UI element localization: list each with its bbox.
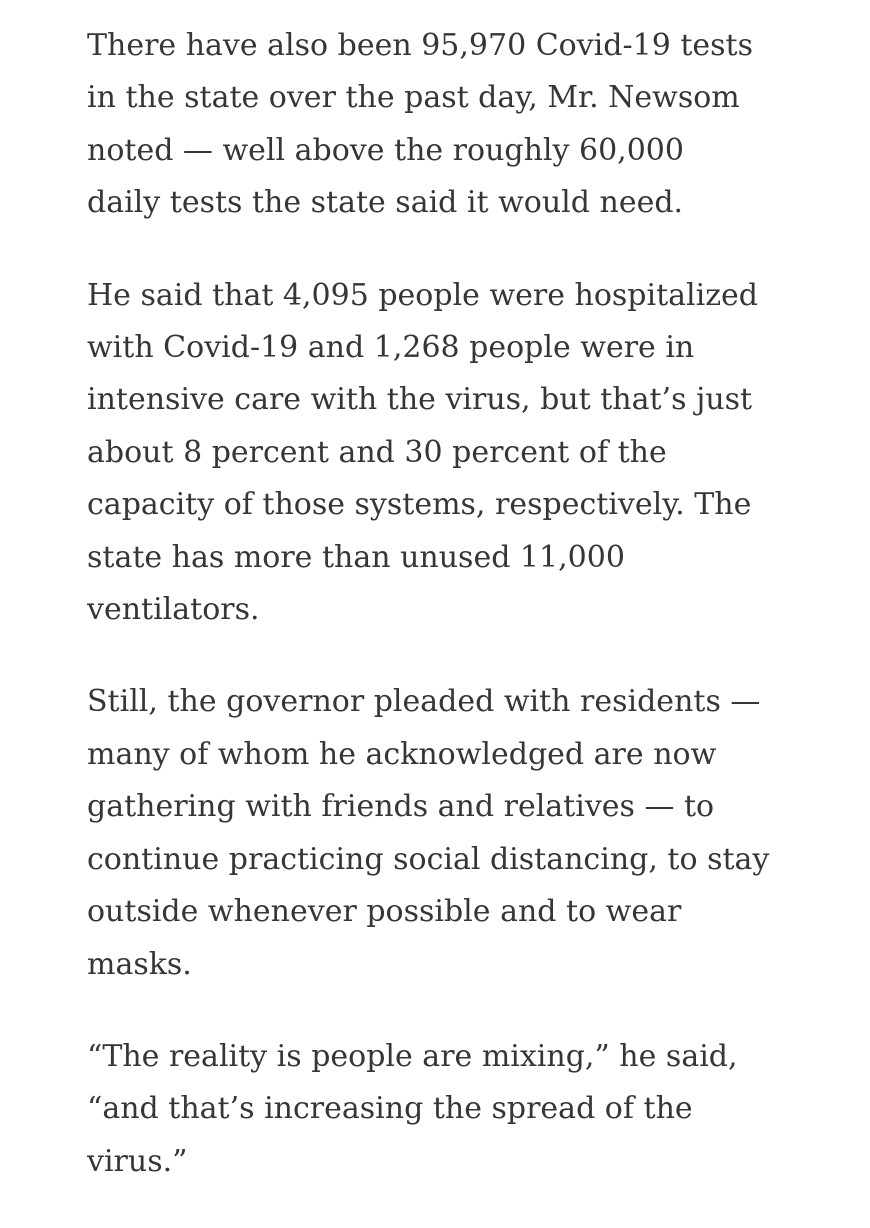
text-line: masks.: [87, 946, 192, 982]
text-line: ventilators.: [87, 592, 260, 628]
text-line: continue practicing social distancing, to stay: [87, 841, 770, 877]
text-line: noted — well above the roughly 60,000: [87, 132, 684, 168]
text-line: “and that’s increasing the spread of the: [87, 1091, 693, 1127]
text-line: intensive care with the virus, but that’s just: [87, 382, 753, 418]
paragraph-quote: [87, 1031, 807, 1188]
paragraph-testing: [87, 20, 807, 230]
text-line: daily tests the state said it would need.: [87, 185, 684, 221]
text-line: with Covid-19 and 1,268 people were in: [87, 330, 695, 366]
article-body: [87, 20, 807, 1228]
text-line: Still, the governor pleaded with residents —: [87, 684, 761, 720]
text-line: about 8 percent and 30 percent of the: [87, 434, 667, 470]
text-line: gathering with friends and relatives — to: [87, 789, 715, 825]
text-line: There have also been 95,970 Covid-19 tests: [87, 28, 753, 63]
text-line: virus.”: [87, 1143, 188, 1179]
text-line: many of whom he acknowledged are now: [87, 736, 717, 772]
text-line: outside whenever possible and to wear: [87, 894, 682, 930]
text-line: capacity of those systems, respectively. The: [87, 487, 752, 523]
paragraph-social-distancing: [87, 676, 807, 990]
paragraph-hospitalizations: [87, 270, 807, 637]
text-line: state has more than unused 11,000: [87, 539, 625, 575]
text-line: “The reality is people are mixing,” he said,: [87, 1038, 738, 1074]
text-line: He said that 4,095 people were hospitalized: [87, 277, 758, 313]
text-line: in the state over the past day, Mr. Newsom: [87, 80, 740, 116]
